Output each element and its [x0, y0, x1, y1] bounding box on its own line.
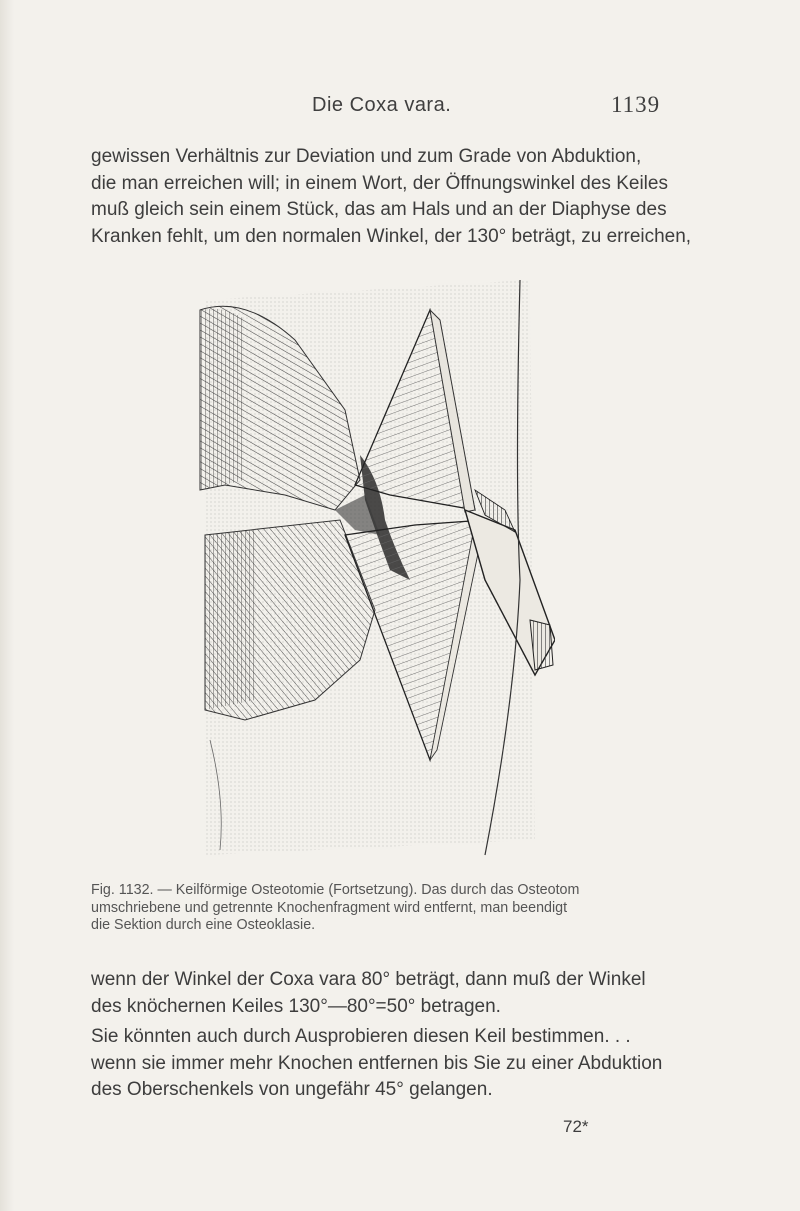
text-line: gewissen Verhältnis zur Deviation und zum Grade von Abduktion,	[91, 146, 642, 167]
page-edge-shadow	[0, 0, 14, 1211]
running-title: Die Coxa vara.	[312, 94, 452, 116]
paragraph-bottom-1	[91, 967, 671, 1020]
text-line: wenn sie immer mehr Knochen entfernen bis Sie zu einer Abduktion	[91, 1052, 663, 1074]
signature-mark: 72*	[563, 1117, 589, 1136]
page-number: 1139	[611, 92, 661, 117]
osteotomy-drawing	[185, 280, 555, 860]
paragraph-top	[91, 144, 692, 251]
text-line: des knöchernen Keiles 130°—80°=50° betragen.	[91, 995, 501, 1017]
figure-caption	[91, 882, 691, 935]
paragraph-bottom-2	[91, 1024, 671, 1104]
caption-line: Fig. 1132. — Keilförmige Osteotomie (Fortsetzung). Das durch das Osteotom	[91, 882, 580, 898]
text-line: Sie könnten auch durch Ausprobieren diesen Keil bestimmen. . .	[91, 1026, 631, 1047]
caption-line: die Sektion durch eine Osteoklasie.	[91, 917, 316, 933]
upper-bone-shading	[200, 309, 245, 490]
text-line: des Oberschenkels von ungefähr 45° gelangen.	[91, 1079, 493, 1101]
text-line: Kranken fehlt, um den normalen Winkel, der 130° beträgt, zu erreichen,	[91, 226, 692, 248]
text-line: wenn der Winkel der Coxa vara 80° beträgt, dann muß der Winkel	[91, 969, 646, 990]
figure-osteotomy-illustration	[185, 280, 555, 860]
caption-line: umschriebene und getrennte Knochenfragment wird entfernt, man beendigt	[91, 899, 568, 916]
lower-bone-shading	[205, 530, 255, 710]
page-header	[0, 92, 800, 122]
text-line: muß gleich sein einem Stück, das am Hals und an der Diaphyse des	[91, 199, 667, 221]
text-line: die man erreichen will; in einem Wort, der Öffnungswinkel des Keiles	[91, 172, 668, 194]
